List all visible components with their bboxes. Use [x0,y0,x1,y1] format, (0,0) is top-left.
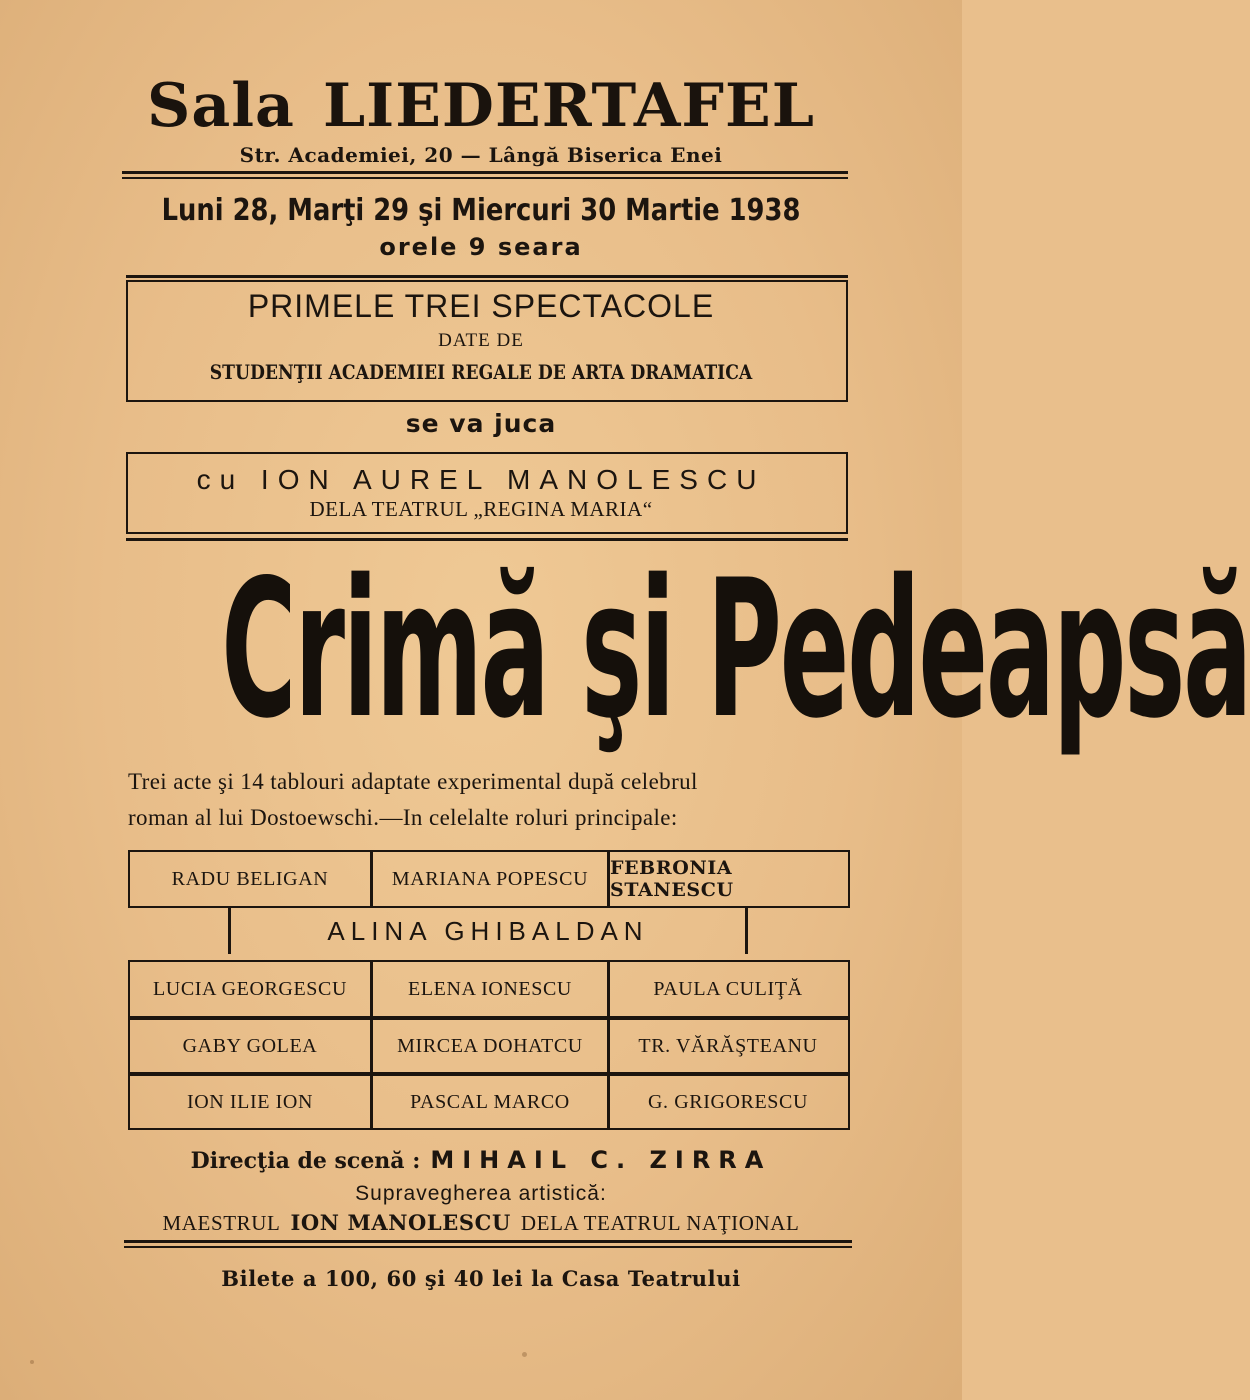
cast-row-5-cells [130,1076,846,1128]
venue-name: LIEDERTAFEL [322,71,815,141]
description-line-1: Trei acte şi 14 tablouri adaptate experimental după celebrul [128,769,698,794]
divider [122,177,848,179]
cast-cell: PASCAL MARCO [410,1090,570,1113]
cast-cell: ALINA GHIBALDAN [327,915,649,946]
divider [122,171,848,174]
maestro-prefix: MAESTRUL [162,1211,281,1235]
star-line-2: DELA TEATRUL „REGINA MARIA“ [309,497,653,521]
divider [126,275,848,278]
cast-cell: MARIANA POPESCU [391,867,589,890]
maestro-name: ION MANOLESCU [290,1210,511,1235]
venue-prefix: Sala [147,71,295,141]
venue-address: Str. Academiei, 20 — Lângă Biserica Enei [239,143,723,167]
divider [124,1240,852,1243]
cast-cell: RADU BELIGAN [171,867,329,890]
paper-spot [30,1360,34,1364]
stage-direction [0,1144,962,1177]
cast-cell: ION ILIE ION [186,1090,314,1113]
performance-hour: orele 9 seara [379,233,583,261]
play-description [128,764,852,836]
cast-cell: G. GRIGORESCU [647,1090,809,1113]
maestro-line [0,1208,962,1238]
performance-dates: Luni 28, Marţi 29 şi Miercuri 30 Martie 1938 [161,193,801,228]
cast-row-2 [228,908,748,954]
cast-cell: MIRCEA DOHATCU [397,1034,583,1057]
cast-cell: FEBRONIA STANESCU [610,857,734,901]
cast-row-4-cells [130,1020,846,1072]
intro-line-1: PRIMELE TREI SPECTACOLE [247,288,715,324]
cast-cell: LUCIA GEORGESCU [152,977,347,1000]
play-title: Crimă şi Pedeapsă [221,539,1250,760]
cast-cell: TR. VĂRĂŞTEANU [638,1034,818,1057]
cast-cell: ELENA IONESCU [408,977,572,1000]
paper-spot [522,1352,527,1357]
artistic-supervision: Supravegherea artistică: [355,1182,607,1205]
cast-row-3-cells [130,962,846,1016]
play-verb: se va juca [405,409,557,438]
director-name: MIHAIL C. ZIRRA [430,1146,772,1174]
cast-cell: PAULA CULIŢĂ [653,977,803,1000]
venue-title [0,70,962,142]
intro-line-2: DATE DE [438,330,524,351]
cast-cell: GABY GOLEA [182,1034,318,1057]
cast-row-1-cells [130,852,846,906]
maestro-suffix: DELA TEATRUL NAŢIONAL [520,1211,800,1235]
ticket-prices: Bilete a 100, 60 şi 40 lei la Casa Teatrului [221,1266,741,1291]
description-line-2: roman al lui Dostoewschi.—In celelalte roluri principale: [128,805,678,830]
divider [124,1246,852,1248]
intro-line-3: STUDENŢII ACADEMIEI REGALE DE ARTA DRAMATICA [209,360,753,384]
direction-label: Direcţia de scenă : [190,1148,421,1174]
cell-divider [745,908,748,954]
star-line-1: cu ION AUREL MANOLESCU [196,464,766,495]
